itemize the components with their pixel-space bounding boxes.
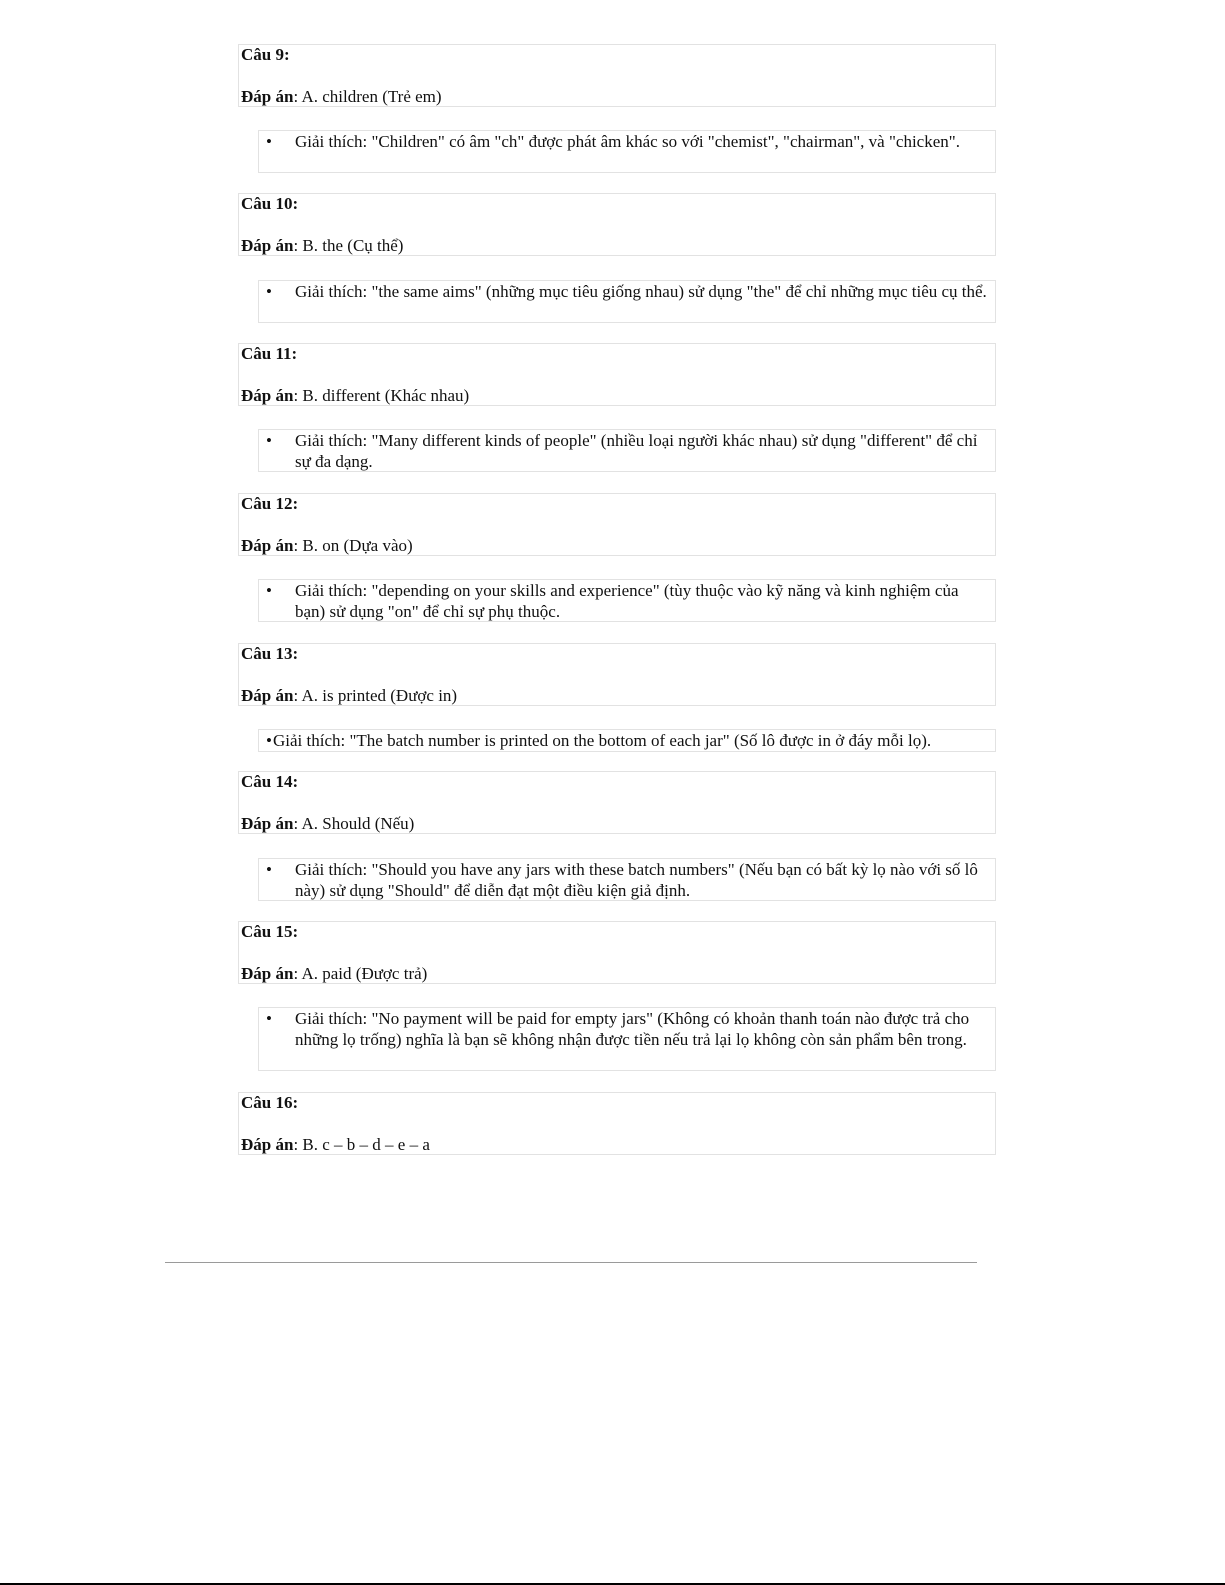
- explanation-block-14: [258, 858, 996, 901]
- answer-line: Đáp án: B. c – b – d – e – a: [241, 1135, 430, 1154]
- answer-value: B. c – b – d – e – a: [302, 1135, 430, 1154]
- question-title: Câu 13:: [241, 644, 299, 663]
- answer-value: A. is printed (Được in): [301, 686, 458, 705]
- question-title: Câu 15:: [241, 922, 299, 941]
- explanation-text: Giải thích: "Children" có âm "ch" được phát âm khác so với "chemist", "chairman", và "chicken".: [295, 132, 960, 151]
- question-title: Câu 16:: [241, 1093, 299, 1112]
- answer-value: A. paid (Được trả): [301, 964, 428, 983]
- answer-line: Đáp án: A. is printed (Được in): [241, 686, 458, 705]
- answer-line: Đáp án: A. children (Trẻ em): [241, 87, 442, 106]
- bullet-icon: •: [266, 431, 272, 450]
- explanation-text: Giải thích: "Many different kinds of people" (nhiều loại người khác nhau) sử dụng "different" để chỉ sự đa dạng.: [295, 431, 978, 471]
- answer-label: Đáp án: [241, 686, 294, 705]
- explanation-text: Giải thích: "Should you have any jars with these batch numbers" (Nếu bạn có bất kỳ lọ nào với số lô này) sử dụng "Should" để diễn đạt một điều kiện giả định.: [295, 860, 978, 900]
- question-block-11: [238, 343, 996, 406]
- question-title: Câu 12:: [241, 494, 299, 513]
- answer-value: B. the (Cụ thể): [302, 236, 404, 255]
- bullet-icon: •: [266, 1009, 272, 1028]
- question-block-10: [238, 193, 996, 256]
- explanation-block-15: [258, 1007, 996, 1071]
- answer-value: A. Should (Nếu): [301, 814, 415, 833]
- question-block-15: [238, 921, 996, 984]
- question-block-12: [238, 493, 996, 556]
- answer-line: Đáp án: B. different (Khác nhau): [241, 386, 470, 405]
- explanation-block-9: [258, 130, 996, 173]
- explanation-text: Giải thích: "The batch number is printed on the bottom of each jar" (Số lô được in ở đáy mỗi lọ).: [273, 731, 932, 750]
- question-title: Câu 10:: [241, 194, 299, 213]
- answer-label: Đáp án: [241, 386, 294, 405]
- answer-value: B. different (Khác nhau): [302, 386, 470, 405]
- explanation-block-10: [258, 280, 996, 323]
- question-block-16: [238, 1092, 996, 1155]
- explanation-text: Giải thích: "No payment will be paid for empty jars" (Không có khoản thanh toán nào được trả cho những lọ trống) nghĩa là bạn sẽ không nhận được tiền nếu trả lại lọ không còn sản phẩm bên trong.: [295, 1009, 970, 1049]
- bullet-icon: •: [266, 581, 272, 600]
- answer-line: Đáp án: A. paid (Được trả): [241, 964, 428, 983]
- answer-line: Đáp án: B. on (Dựa vào): [241, 536, 413, 555]
- explanation-text: Giải thích: "the same aims" (những mục tiêu giống nhau) sử dụng "the" để chỉ những mục tiêu cụ thể.: [295, 282, 987, 301]
- answer-line: Đáp án: A. Should (Nếu): [241, 814, 415, 833]
- explanation-text: Giải thích: "depending on your skills and experience" (tùy thuộc vào kỹ năng và kinh nghiệm của bạn) sử dụng "on" để chỉ sự phụ thuộc.: [295, 581, 959, 621]
- answer-label: Đáp án: [241, 1135, 294, 1154]
- explanation-block-13: [258, 729, 996, 752]
- answer-label: Đáp án: [241, 536, 294, 555]
- answer-value: A. children (Trẻ em): [301, 87, 442, 106]
- footer-divider: [165, 1262, 977, 1263]
- explanation-block-11: [258, 429, 996, 472]
- answer-label: Đáp án: [241, 964, 294, 983]
- question-title: Câu 14:: [241, 772, 299, 791]
- answer-label: Đáp án: [241, 87, 294, 106]
- bullet-icon: •: [266, 132, 272, 151]
- answer-label: Đáp án: [241, 236, 294, 255]
- question-block-13: [238, 643, 996, 706]
- bullet-icon: •: [266, 282, 272, 301]
- question-title: Câu 9:: [241, 45, 290, 64]
- question-block-14: [238, 771, 996, 834]
- bullet-icon: •: [266, 860, 272, 879]
- answer-label: Đáp án: [241, 814, 294, 833]
- question-title: Câu 11:: [241, 344, 298, 363]
- answer-value: B. on (Dựa vào): [302, 536, 413, 555]
- answer-line: Đáp án: B. the (Cụ thể): [241, 236, 404, 255]
- question-block-9: [238, 44, 996, 107]
- explanation-block-12: [258, 579, 996, 622]
- bullet-icon: •: [266, 731, 272, 750]
